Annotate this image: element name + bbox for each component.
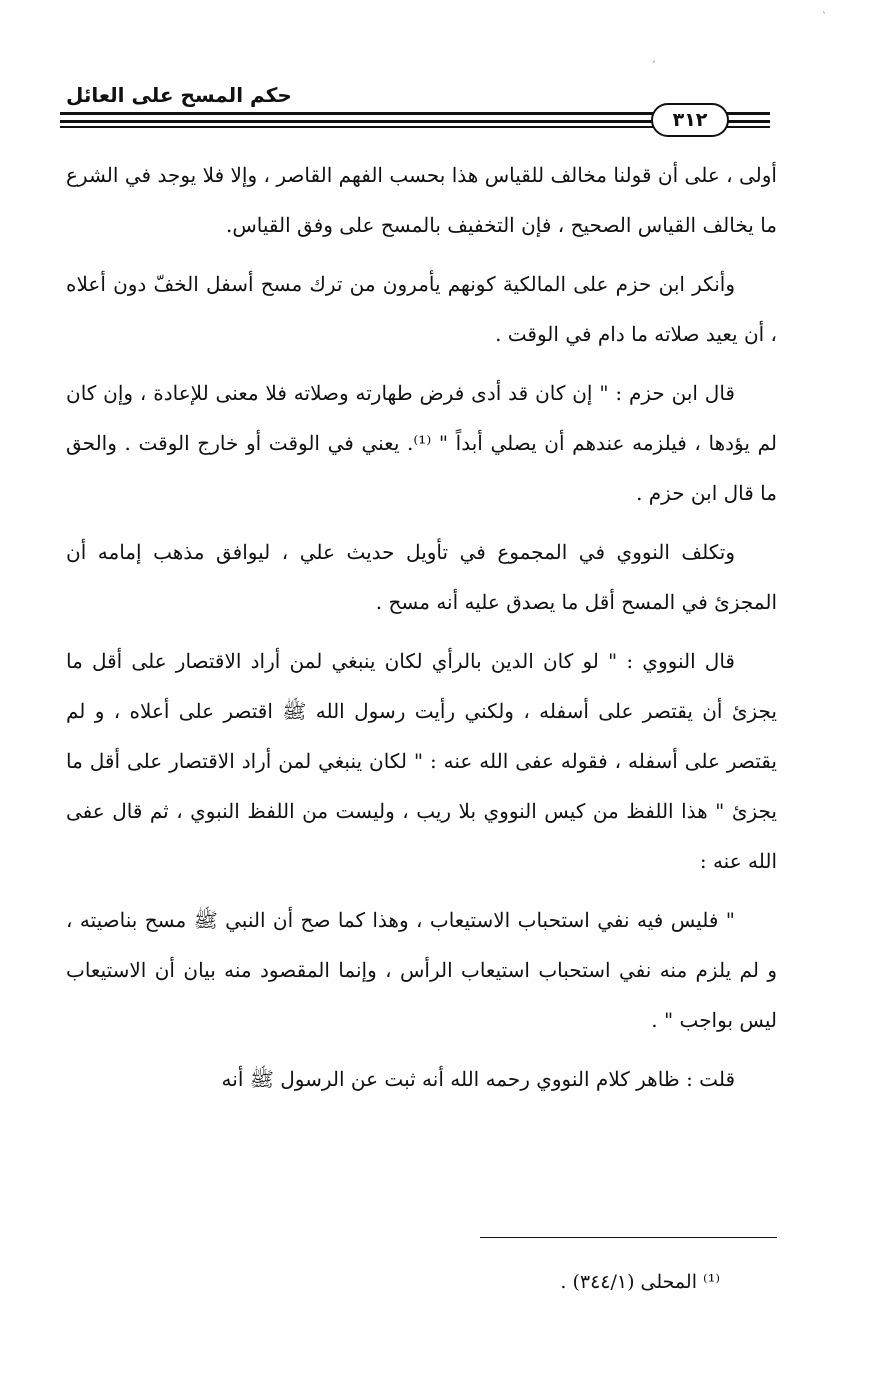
paragraph: وأنكر ابن حزم على المالكية كونهم يأمرون من ترك مسح أسفل الخفّ دون أعلاه ، أن يعيد صلاته ما دام في الوقت . [66,272,777,346]
page-number: ٣١٢ [651,103,729,137]
running-header-title: حكم المسح على العائل [66,83,292,107]
paragraph: قلت : ظاهر كلام النووي رحمه الله أنه ثبت عن الرسول ﷺ أنه [221,1067,735,1091]
scan-speck: ` [822,12,827,23]
paragraph: قال النووي : " لو كان الدين بالرأي لكان ينبغي لمن أراد الاقتصار على أقل ما يجزئ أن يقتصر على أسفله ، ولكني رأيت رسول الله ﷺ اقتصر على أعلاه ، و لم يقتصر على أسفله ، فقوله عفى الله عنه : " لكان ينبغي لمن أراد الاقتصار على أقل ما يجزئ " هذا اللفظ من كيس النووي بلا ريب ، وليست من اللفظ النبوي ، ثم قال عفى الله عنه : [66,649,777,873]
paragraph: " فليس فيه نفي استحباب الاستيعاب ، وهذا كما صح أن النبي ﷺ مسح بناصيته ، و لم يلزم منه نفي استحباب استيعاب الرأس ، وإنما المقصود منه بيان أن الاستيعاب ليس بواجب " . [66,908,777,1032]
footnote: ⁽¹⁾ المحلى (٣٤٤/١) . [560,1271,720,1293]
footnote-divider [480,1237,777,1238]
scan-speck: ʼ [652,60,656,71]
paragraph: قال ابن حزم : " إن كان قد أدى فرض طهارته وصلاته فلا معنى للإعادة ، وإن كان لم يؤدها ، فيلزمه عندهم أن يصلي أبداً " ⁽¹⁾. يعني في الوقت أو خارج الوقت . والحق ما قال ابن حزم . [66,381,777,505]
paragraph: أولى ، على أن قولنا مخالف للقياس هذا بحسب الفهم القاصر ، وإلا فلا يوجد في الشرع ما يخالف القياس الصحيح ، فإن التخفيف بالمسح على وفق القياس. [66,163,777,237]
main-text [66,150,777,1113]
paragraph: وتكلف النووي في المجموع في تأويل حديث علي ، ليوافق مذهب إمامه أن المجزئ في المسح أقل ما يصدق عليه أنه مسح . [66,540,777,614]
